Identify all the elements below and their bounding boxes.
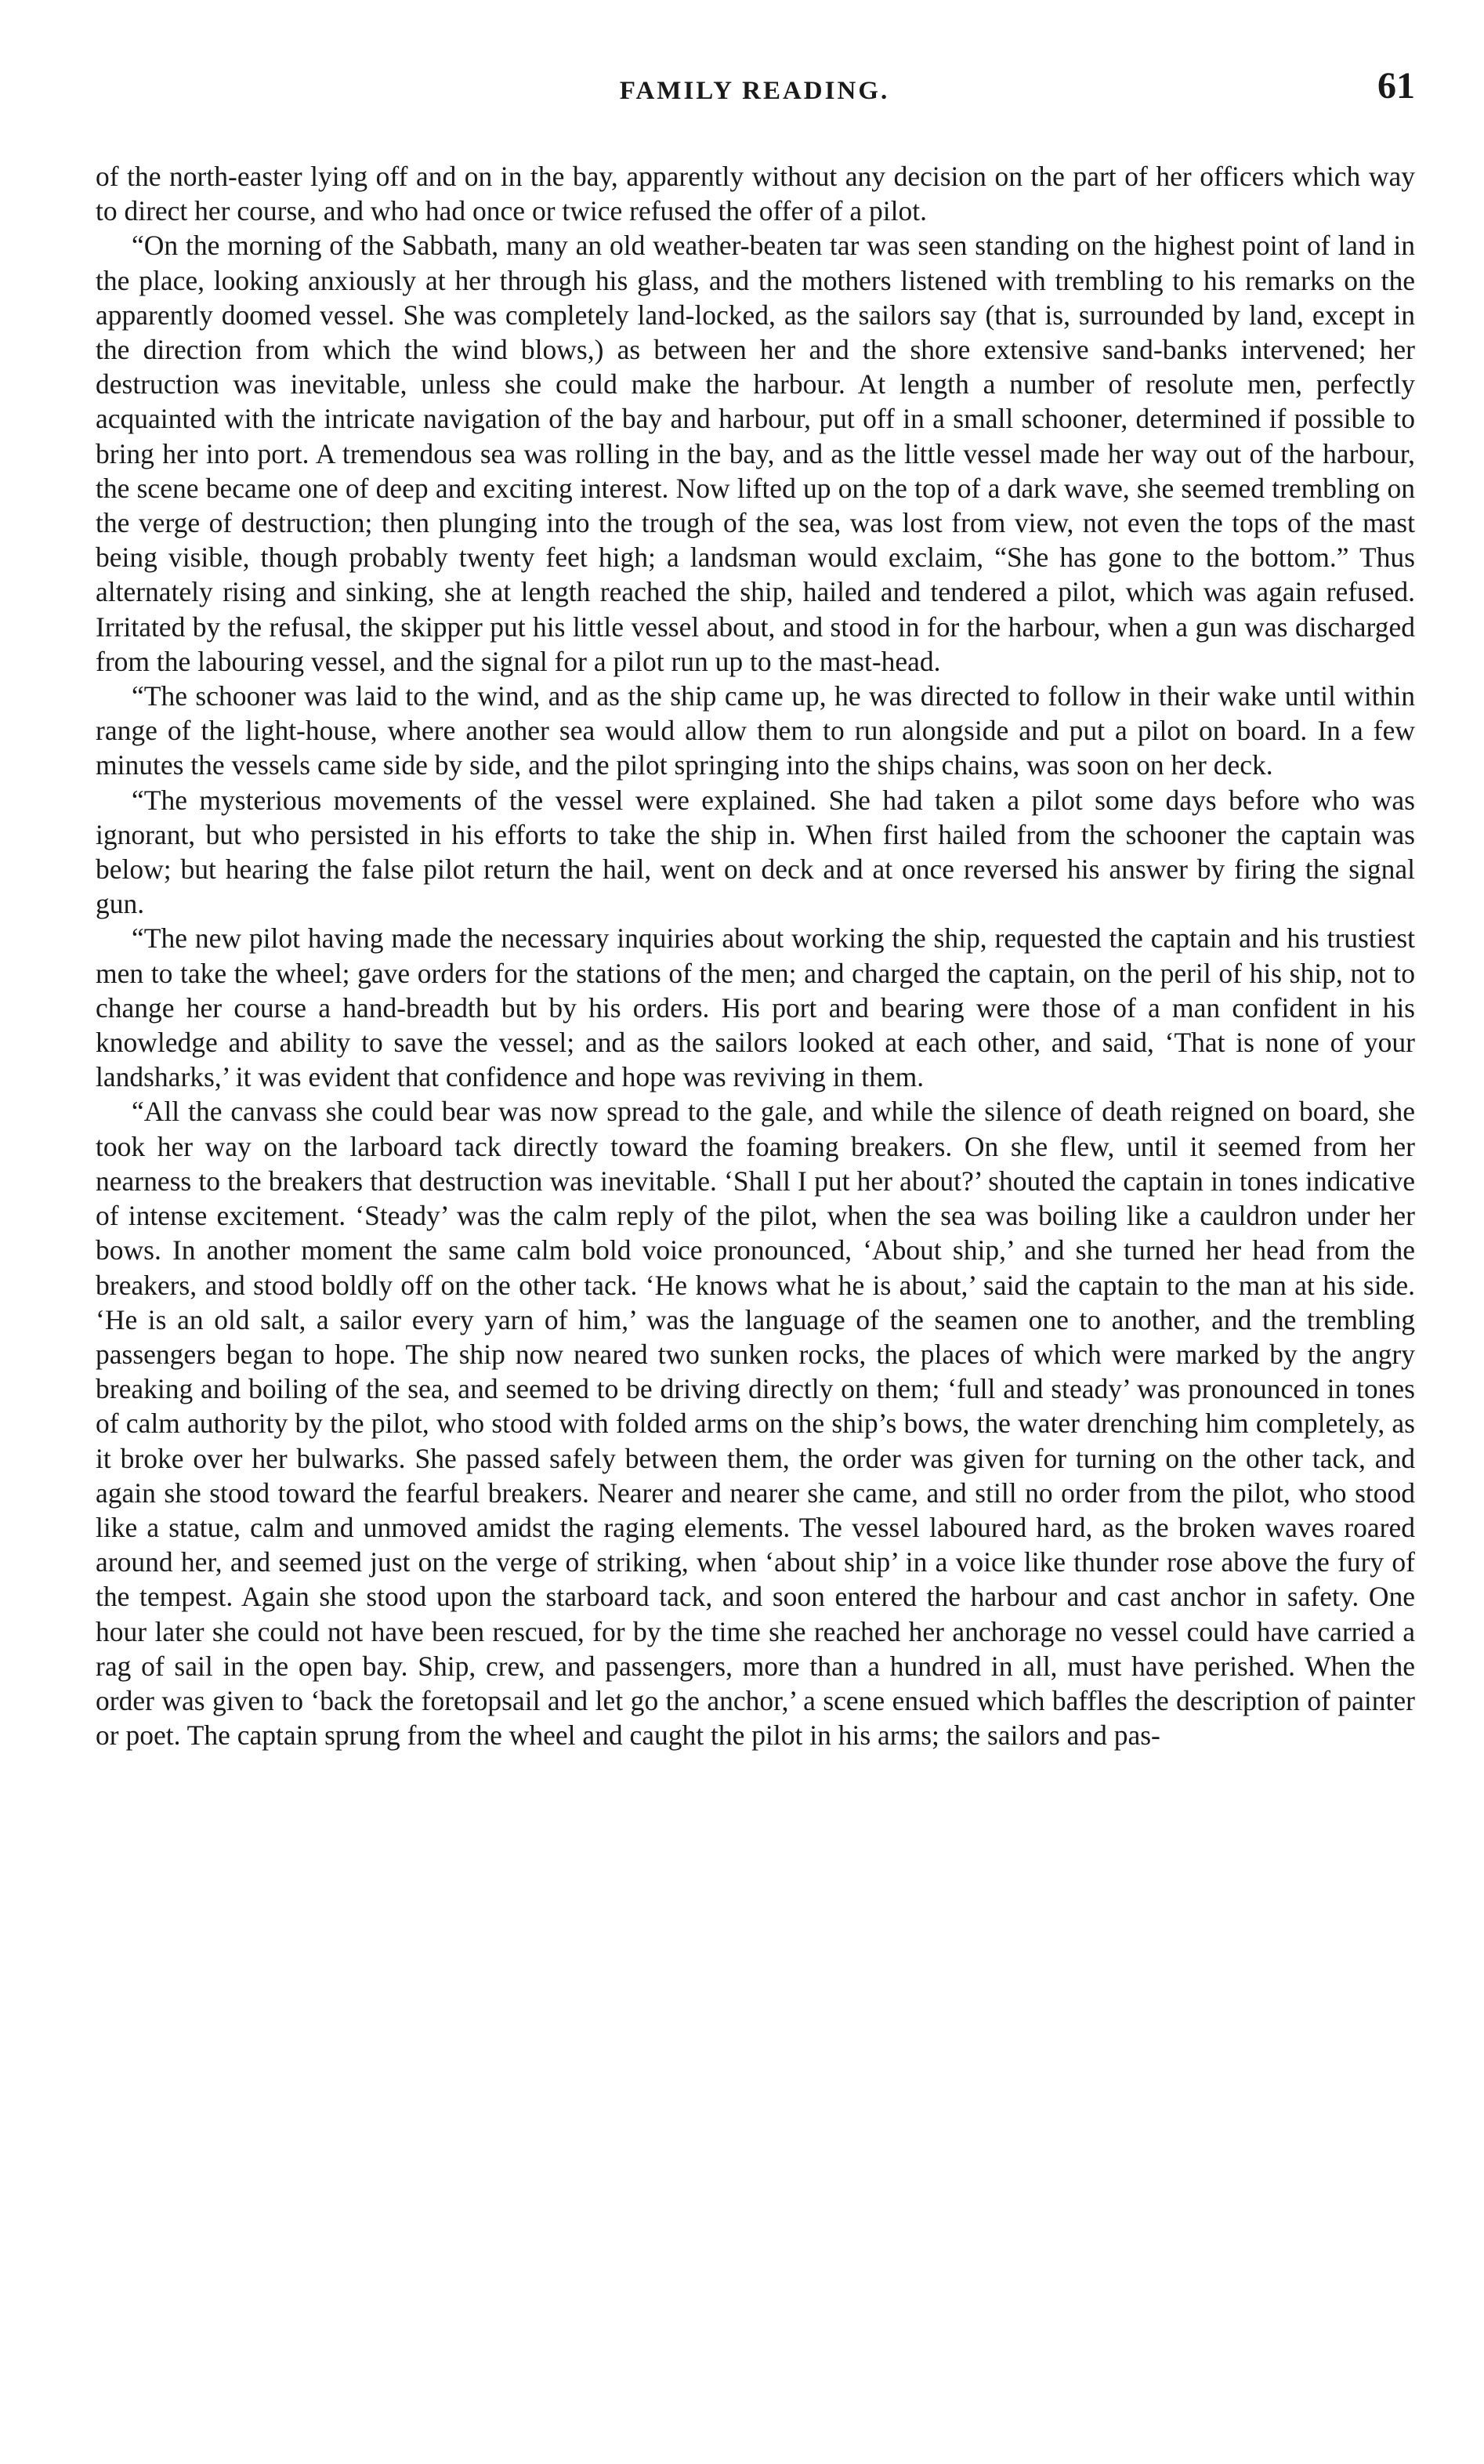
body-text — [96, 159, 1415, 1752]
running-header — [94, 67, 1415, 114]
paragraph-schooner-laid-to: “The schooner was laid to the wind, and as the ship came up, he was directed to follow in their wake until within range of the light-house, where another sea would allow them to run alongside and put a pilot on board. In a few minutes the vessels came side by side, and the pilot springing into the ships chains, was soon on her deck. — [96, 680, 1415, 781]
paragraph-mysterious-movements: “The mysterious movements of the vessel were explained. She had taken a pilot some days before who was ignorant, but who persisted in his efforts to take the ship in. When first hailed from the schooner the captain was below; but hearing the false pilot return the hail, went on deck and at once reversed his answer by firing the signal gun. — [96, 784, 1415, 920]
paragraph-canvass-spread: “All the canvass she could bear was now spread to the gale, and while the silence of death reigned on board, she took her way on the larboard tack directly toward the foaming breakers. On she flew, until it seemed from her nearness to the breakers that destruction was inevitable. ‘Shall I put her about?’ shouted the captain in tones indicative of intense excitement. ‘Steady’ was the calm reply of the pilot, when the sea was boiling like a cauldron under her bows. In another moment the same calm bold voice pronounced, ‘About ship,’ and she turned her head from the breakers, and stood boldly off on the other tack. ‘He knows what he is about,’ said the captain to the man at his side. ‘He is an old salt, a sailor every yarn of him,’ was the language of the seamen one to another, and the trembling passengers began to hope. The ship now neared two sunken rocks, the places of which were marked by the angry breaking and boiling of the sea, and seemed to be driving directly on them; ‘full and steady’ was pronounced in tones of calm authority by the pilot, who stood with folded arms on the ship’s bows, the water drenching him completely, as it broke over her bulwarks. She passed safely between them, the order was given for turning on the other tack, and again she stood toward the fearful breakers. Nearer and nearer she came, and still no order from the pilot, who stood like a statue, calm and unmoved amidst the raging elements. The vessel laboured hard, as the broken waves roared around her, and seemed just on the verge of striking, when ‘about ship’ in a voice like thunder rose above the fury of the tempest. Again she stood upon the starboard tack, and soon entered the harbour and cast anchor in safety. One hour later she could not have been rescued, for by the time she reached her anchorage no vessel could have carried a rag of sail in the open bay. Ship, crew, and passengers, more than a hundred in all, must have perished. When the order was given to ‘back the foretopsail and let go the anchor,’ a scene ensued which baffles the description of painter or poet. The captain sprung from the wheel and caught the pilot in his arms; the sailors and pas- — [96, 1096, 1415, 1752]
page-number: 61 — [1377, 65, 1415, 107]
paragraph-new-pilot: “The new pilot having made the necessary inquiries about working the ship, requested the captain and his trustiest men to take the wheel; gave orders for the stations of the men; and charged the captain, on the peril of his ship, not to change her course a hand-breadth but by his orders. His port and bearing were those of a man confident in his knowledge and ability to save the vessel; and as the sailors looked at each other, and said, ‘That is none of your landsharks,’ it was evident that confidence and hope was reviving in them. — [96, 922, 1415, 1093]
paragraph-sabbath-morning: “On the morning of the Sabbath, many an old weather-beaten tar was seen standing on the highest point of land in the place, looking anxiously at her through his glass, and the mothers listened with trembling to his remarks on the apparently doomed vessel. She was completely land-locked, as the sailors say (that is, surrounded by land, except in the direction from which the wind blows,) as between her and the shore extensive sand-banks intervened; her destruction was inevitable, unless she could make the harbour. At length a number of resolute men, perfectly acquainted with the intricate navigation of the bay and harbour, put off in a small schooner, determined if possible to bring her into port. A tremendous sea was rolling in the bay, and as the little vessel made her way out of the harbour, the scene became one of deep and exciting interest. Now lifted up on the top of a dark wave, she seemed trembling on the verge of destruction; then plunging into the trough of the sea, was lost from view, not even the tops of the mast being visible, though probably twenty feet high; a landsman would exclaim, “She has gone to the bottom.” Thus alternately rising and sinking, she at length reached the ship, hailed and tendered a pilot, which was again refused. Irritated by the refusal, the skipper put his little vessel about, and stood in for the harbour, when a gun was discharged from the labouring vessel, and the signal for a pilot run up to the mast-head. — [96, 230, 1415, 677]
running-title: FAMILY READING. — [619, 77, 890, 105]
paragraph-continued: of the north-easter lying off and on in the bay, apparently without any decision on the part of her officers which way to direct her course, and who had once or twice refused the offer of a pilot. — [96, 161, 1415, 227]
